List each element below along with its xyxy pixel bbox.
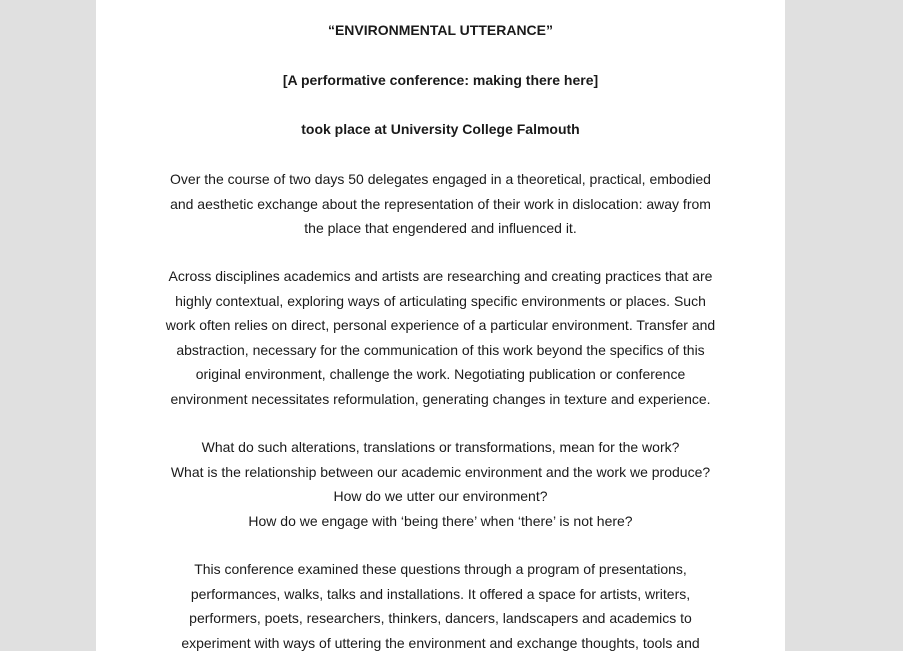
- text-line: and aesthetic exchange about the representation of their work in dislocation: away from: [170, 195, 711, 212]
- text-line: work often relies on direct, personal experience of a particular environment. Transfer and: [165, 317, 716, 333]
- text-line: Across disciplines academics and artists are researching and creating practices that are: [168, 268, 713, 284]
- question-line: What do such alterations, translations or transformations, mean for the work?: [201, 439, 680, 455]
- text-line: the place that engendered and influenced it.: [304, 220, 577, 236]
- document-title: “ENVIRONMENTAL UTTERANCE”: [327, 22, 554, 38]
- text-line: Over the course of two days 50 delegates engaged in a theoretical, practical, embodied: [170, 171, 711, 187]
- paragraph-questions: [96, 435, 785, 533]
- paragraph-program: [96, 557, 785, 651]
- text-line: abstraction, necessary for the communication of this work beyond the specifics of this: [176, 341, 705, 358]
- text-line: This conference examined these questions through a program of presentations,: [194, 561, 687, 577]
- text-line: performers, poets, researchers, thinkers, dancers, landscapers and academics to: [189, 610, 692, 626]
- text-line: highly contextual, exploring ways of articulating specific environments or places. Such: [175, 292, 706, 309]
- text-line: environment necessitates reformulation, generating changes in texture and experience.: [170, 390, 711, 407]
- paragraph-context: [96, 264, 785, 411]
- text-line: experiment with ways of uttering the environment and exchange thoughts, tools and: [181, 634, 700, 651]
- document-page: [96, 0, 785, 651]
- text-line: performances, walks, talks and installations. It offered a space for artists, writers,: [190, 585, 691, 602]
- text-line: original environment, challenge the work. Negotiating publication or conference: [195, 366, 686, 382]
- question-line: How do we engage with ‘being there’ when ‘there’ is not here?: [248, 512, 633, 529]
- document-location: took place at University College Falmouth: [301, 121, 580, 137]
- question-line: How do we utter our environment?: [333, 488, 548, 504]
- paragraph-intro: [96, 167, 785, 241]
- document-subtitle: [A performative conference: making there here]: [282, 72, 599, 88]
- question-line: What is the relationship between our academic environment and the work we produce?: [170, 463, 711, 480]
